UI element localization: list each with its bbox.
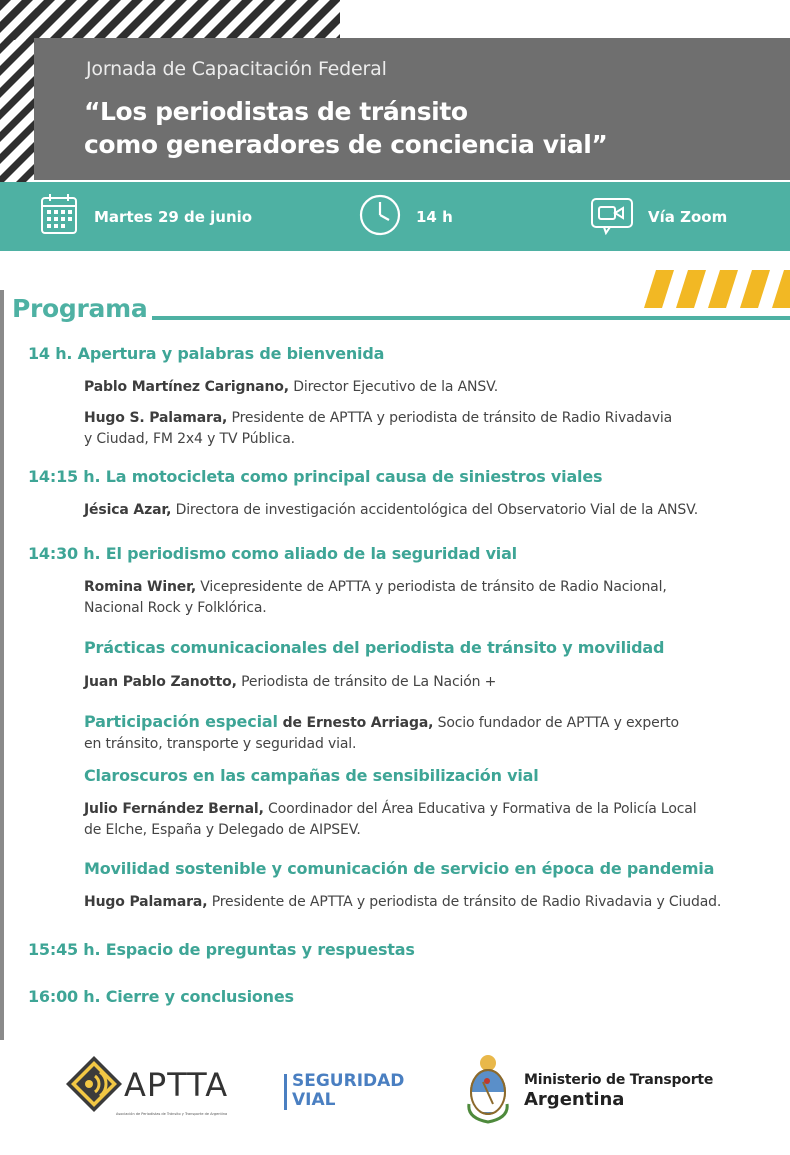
speaker-name: Hugo Palamara, xyxy=(84,894,208,910)
session-4 xyxy=(28,940,415,959)
programa-heading: Programa xyxy=(12,294,148,323)
national-coat-of-arms-icon xyxy=(465,1052,511,1124)
session-3-speaker-1 xyxy=(84,577,774,619)
speaker-role: Socio fundador de APTTA y experto xyxy=(433,715,679,731)
speaker-role-cont: y Ciudad, FM 2x4 y TV Pública. xyxy=(84,431,295,447)
session-3c-speaker xyxy=(84,799,774,841)
speaker-role: Periodista de tránsito de La Nación + xyxy=(236,674,497,690)
session-1-title: 14 h. Apertura y palabras de bienvenida xyxy=(28,344,385,363)
seguridad-line2: VIAL xyxy=(292,1090,336,1110)
speaker-name: Julio Fernández Bernal, xyxy=(84,801,264,817)
speaker-name: de Ernesto Arriaga, xyxy=(277,715,434,731)
seguridad-line1: SEGURIDAD xyxy=(292,1071,405,1091)
event-subtitle: Jornada de Capacitación Federal xyxy=(86,58,387,80)
left-stripes xyxy=(0,0,36,185)
speaker-role: Presidente de APTTA y periodista de tránsito de Radio Rivadavia xyxy=(227,410,673,426)
session-3b-title: Participación especial xyxy=(84,712,278,731)
platform-label: Vía Zoom xyxy=(648,207,728,226)
speaker-name: Hugo S. Palamara, xyxy=(84,410,228,426)
aptta-subtitle: Asociación de Periodistas de Tránsito y Transporte de Argentina xyxy=(116,1112,228,1116)
session-2-speaker-1 xyxy=(84,500,784,521)
event-title-line2: como generadores de conciencia vial” xyxy=(84,130,608,159)
session-3b xyxy=(84,711,774,755)
session-3a-title: Prácticas comunicacionales del periodista de tránsito y movilidad xyxy=(84,638,665,657)
time-item xyxy=(358,182,453,251)
speaker-role-cont: en tránsito, transporte y seguridad vial. xyxy=(84,736,357,752)
speaker-role: Presidente de APTTA y periodista de tránsito de Radio Rivadavia y Ciudad. xyxy=(207,894,722,910)
clock-icon xyxy=(358,193,402,241)
speaker-name: Juan Pablo Zanotto, xyxy=(84,674,237,690)
date-label: Martes 29 de junio xyxy=(94,207,253,226)
session-3-title: 14:30 h. El periodismo como aliado de la seguridad vial xyxy=(28,544,517,563)
session-3d-title: Movilidad sostenible y comunicación de servicio en época de pandemia xyxy=(84,859,715,878)
platform-item xyxy=(590,182,727,251)
ministerio-logo xyxy=(524,1072,713,1110)
speaker-name: Romina Winer, xyxy=(84,579,196,595)
session-2 xyxy=(28,467,602,486)
aptta-name: APTTA xyxy=(124,1066,229,1104)
session-3a-speaker xyxy=(84,672,774,693)
speaker-role: Director Ejecutivo de la ANSV. xyxy=(288,379,499,395)
session-3d-speaker xyxy=(84,892,784,913)
info-band xyxy=(0,182,790,251)
speaker-role-cont: de Elche, España y Delegado de AIPSEV. xyxy=(84,822,361,838)
session-1 xyxy=(28,344,384,363)
speaker-role: Coordinador del Área Educativa y Formativa de la Policía Local xyxy=(263,801,697,817)
speaker-role-cont: Nacional Rock y Folklórica. xyxy=(84,600,267,616)
session-3d xyxy=(84,859,714,878)
session-2-title: 14:15 h. La motocicleta como principal causa de siniestros viales xyxy=(28,467,603,486)
video-camera-icon xyxy=(590,195,634,239)
session-3 xyxy=(28,544,517,563)
session-1-speaker-2 xyxy=(84,408,764,450)
session-3c-title: Claroscuros en las campañas de sensibilización vial xyxy=(84,766,539,785)
time-label: 14 h xyxy=(416,207,453,226)
event-title-line1: “Los periodistas de tránsito xyxy=(84,97,468,126)
speaker-role: Directora de investigación accidentológica del Observatorio Vial de la ANSV. xyxy=(171,502,699,518)
aptta-diamond-icon xyxy=(62,1052,126,1116)
aptta-logo xyxy=(62,1052,262,1116)
top-stripes xyxy=(0,0,340,40)
hazard-stripes xyxy=(630,270,790,308)
session-4-title: 15:45 h. Espacio de preguntas y respuestas xyxy=(28,940,415,959)
speaker-name: Pablo Martínez Carignano, xyxy=(84,379,289,395)
calendar-icon xyxy=(40,193,80,241)
session-3a xyxy=(84,638,664,657)
speaker-name: Jésica Azar, xyxy=(84,502,172,518)
seguridad-divider xyxy=(284,1074,287,1110)
ministerio-line1: Ministerio de Transporte xyxy=(524,1072,714,1088)
session-1-speaker-1 xyxy=(84,377,764,398)
speaker-role: Vicepresidente de APTTA y periodista de tránsito de Radio Nacional, xyxy=(196,579,667,595)
ministerio-line2: Argentina xyxy=(524,1089,625,1110)
left-rule xyxy=(0,290,4,1040)
seguridad-vial-logo xyxy=(292,1072,404,1110)
session-5 xyxy=(28,987,294,1006)
session-3c xyxy=(84,766,539,785)
footer-logos xyxy=(0,1040,790,1155)
programa-divider xyxy=(152,316,790,320)
event-title xyxy=(84,95,607,161)
date-item xyxy=(40,182,252,251)
session-5-title: 16:00 h. Cierre y conclusiones xyxy=(28,987,294,1006)
